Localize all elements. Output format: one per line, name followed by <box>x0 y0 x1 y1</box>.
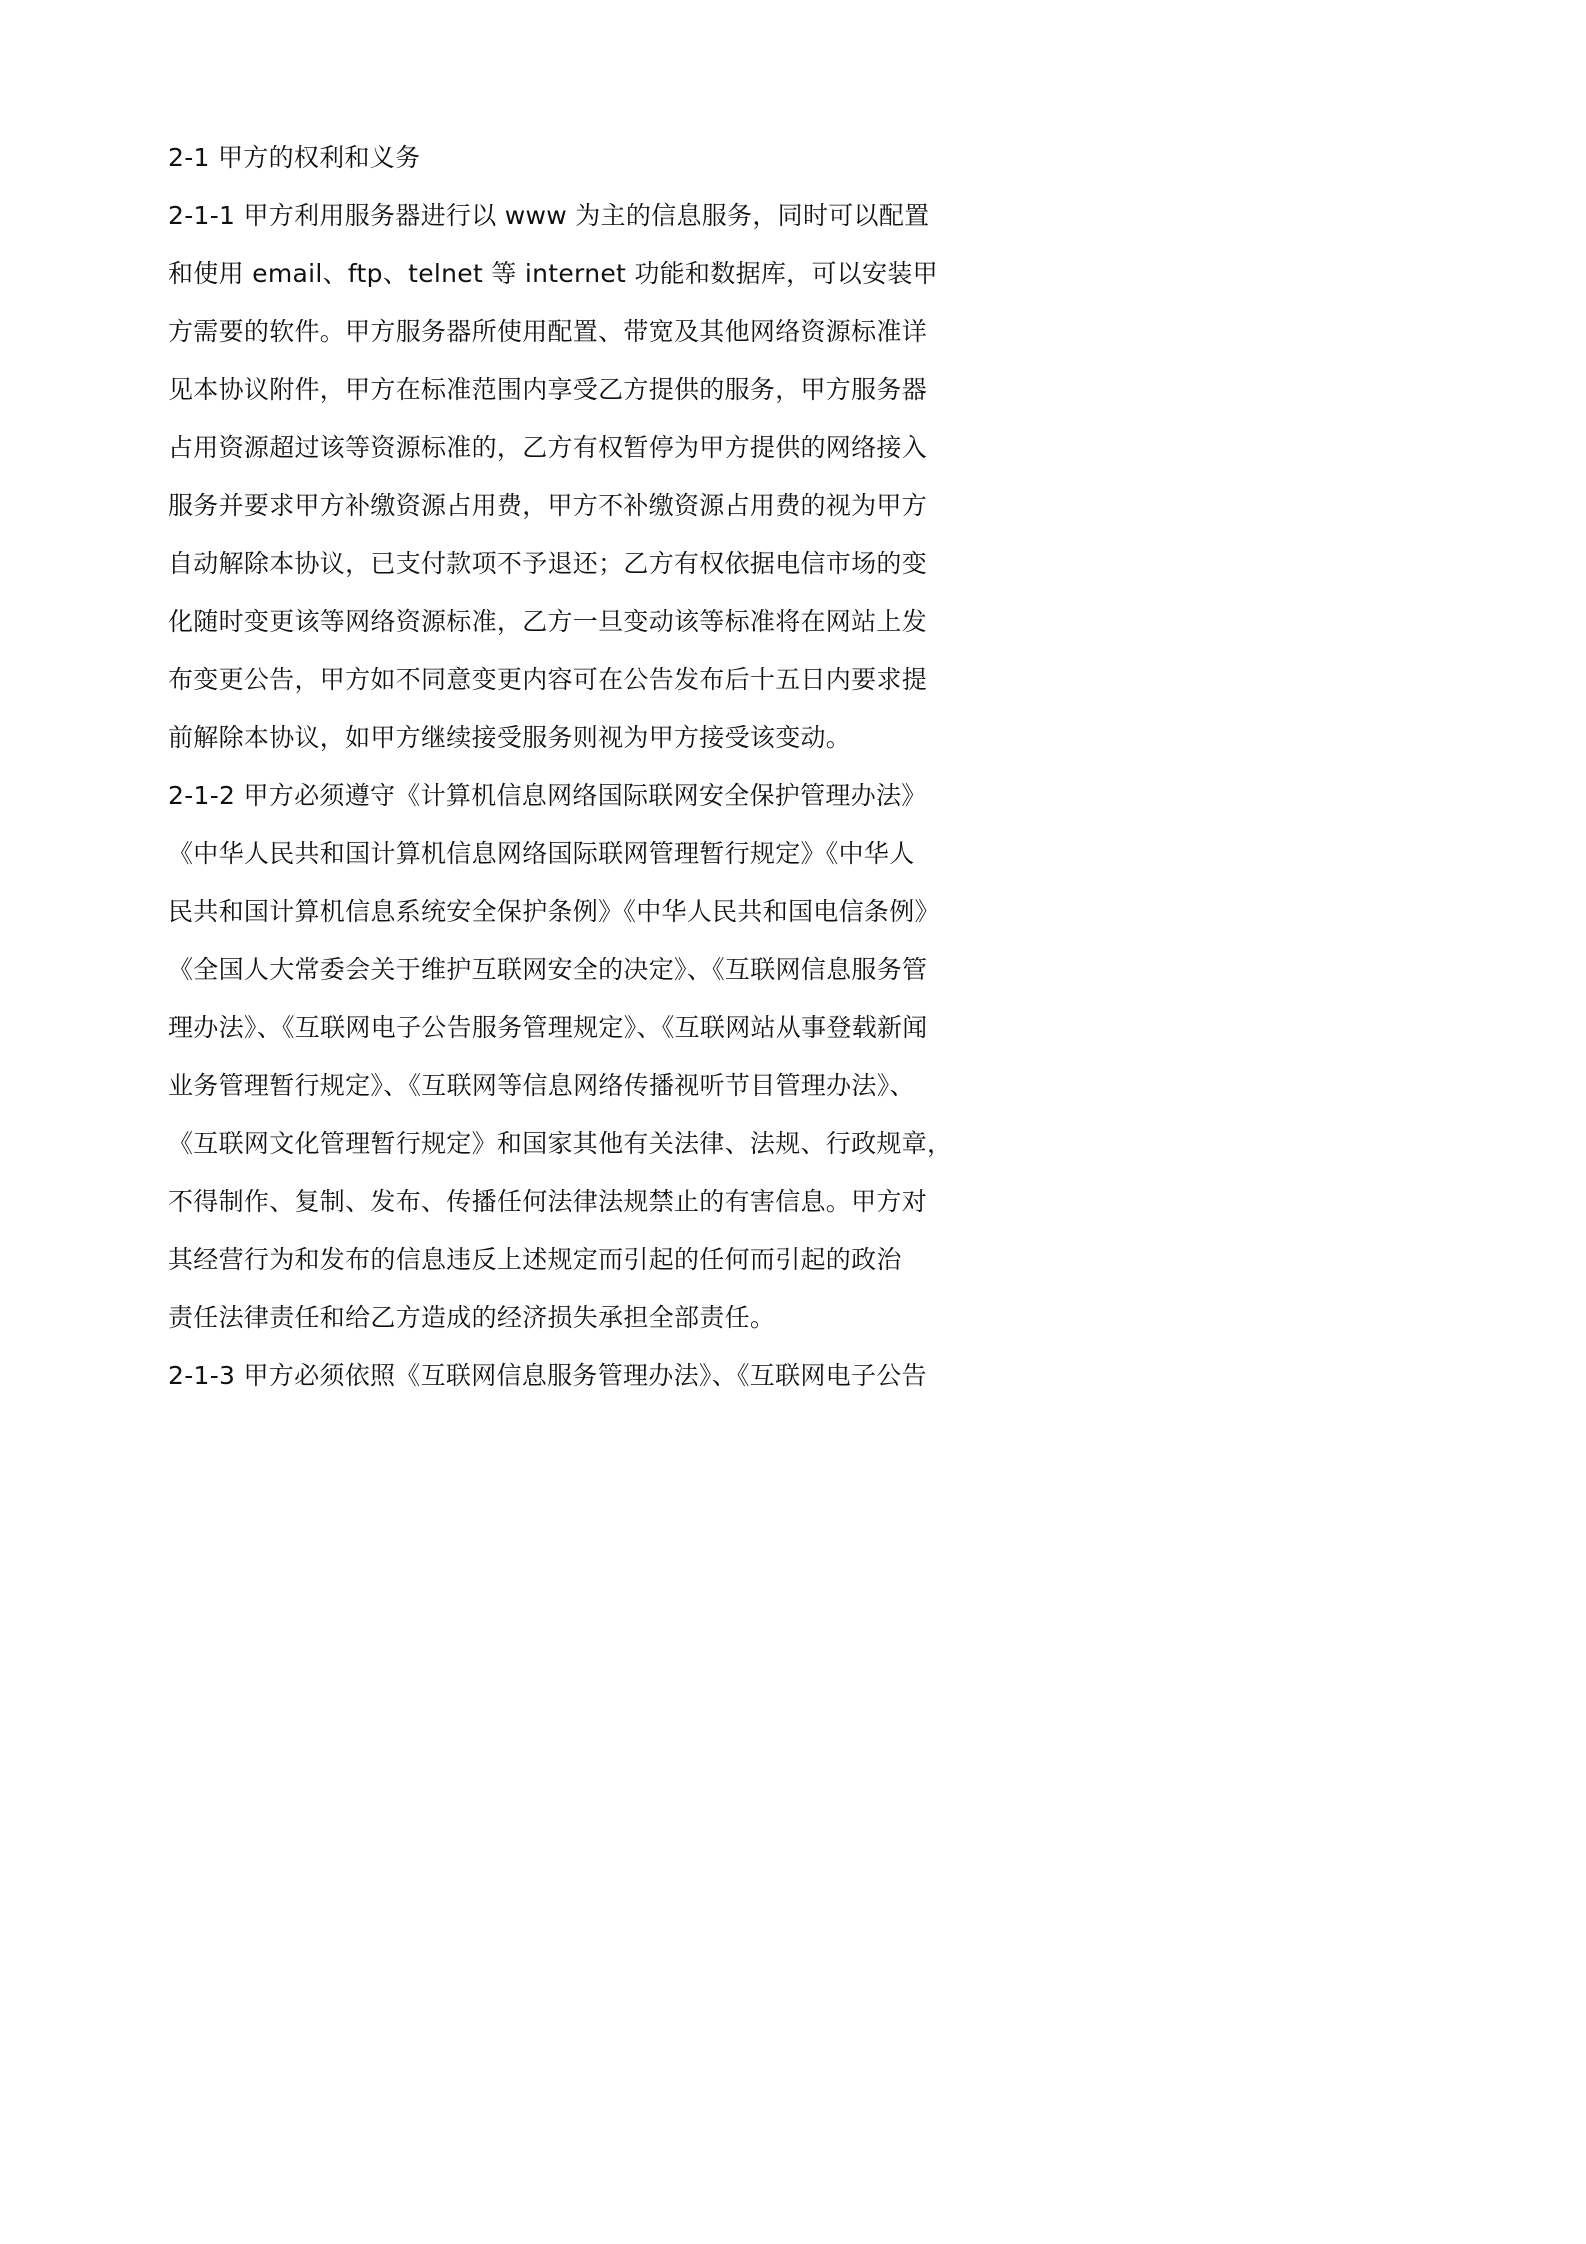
document-page <box>0 0 1101 1559</box>
text-line: 理办法》、《互联网电子公告服务管理规定》、《互联网站从事登载新闻 <box>168 1013 928 1042</box>
text-line: 2-1-3 甲方必须依照《互联网信息服务管理办法》、《互联网电子公告 <box>168 1361 927 1390</box>
text-line: 《互联网文化管理暂行规定》和国家其他有关法律、法规、行政规章， <box>168 1129 953 1158</box>
text-line: 化随时变更该等网络资源标准，乙方一旦变动该等标准将在网站上发 <box>168 607 928 636</box>
text-line: 责任法律责任和给乙方造成的经济损失承担全部责任。 <box>168 1303 776 1332</box>
text-line: 不得制作、复制、发布、传播任何法律法规禁止的有害信息。甲方对 <box>168 1187 928 1216</box>
text-line: 其经营行为和发布的信息违反上述规定而引起的任何而引起的政治 <box>168 1245 902 1274</box>
text-line: 前解除本协议，如甲方继续接受服务则视为甲方接受该变动。 <box>168 723 852 752</box>
section-heading: 2-1 甲方的权利和义务 <box>168 143 421 172</box>
text-line: 《全国人大常委会关于维护互联网安全的决定》、《互联网信息服务管 <box>168 955 928 984</box>
text-line: 民共和国计算机信息系统安全保护条例》《中华人民共和国电信条例》 <box>168 897 940 926</box>
text-line: 服务并要求甲方补缴资源占用费，甲方不补缴资源占用费的视为甲方 <box>168 491 928 520</box>
text-line: 占用资源超过该等资源标准的，乙方有权暂停为甲方提供的网络接入 <box>168 433 928 462</box>
text-line: 布变更公告，甲方如不同意变更内容可在公告发布后十五日内要求提 <box>168 665 928 694</box>
text-line: 方需要的软件。甲方服务器所使用配置、带宽及其他网络资源标准详 <box>168 317 928 346</box>
text-line: 业务管理暂行规定》、《互联网等信息网络传播视听节目管理办法》、 <box>168 1071 915 1100</box>
text-line: 见本协议附件，甲方在标准范围内享受乙方提供的服务，甲方服务器 <box>168 375 928 404</box>
text-line: 和使用 email、ftp、telnet 等 internet 功能和数据库，可以安装甲 <box>168 259 938 288</box>
text-line: 2-1-1 甲方利用服务器进行以 www 为主的信息服务，同时可以配置 <box>168 201 930 230</box>
text-line: 《中华人民共和国计算机信息网络国际联网管理暂行规定》《中华人 <box>168 839 915 868</box>
text-line: 自动解除本协议，已支付款项不予退还；乙方有权依据电信市场的变 <box>168 549 928 578</box>
text-line: 2-1-2 甲方必须遵守《计算机信息网络国际联网安全保护管理办法》 <box>168 781 927 810</box>
